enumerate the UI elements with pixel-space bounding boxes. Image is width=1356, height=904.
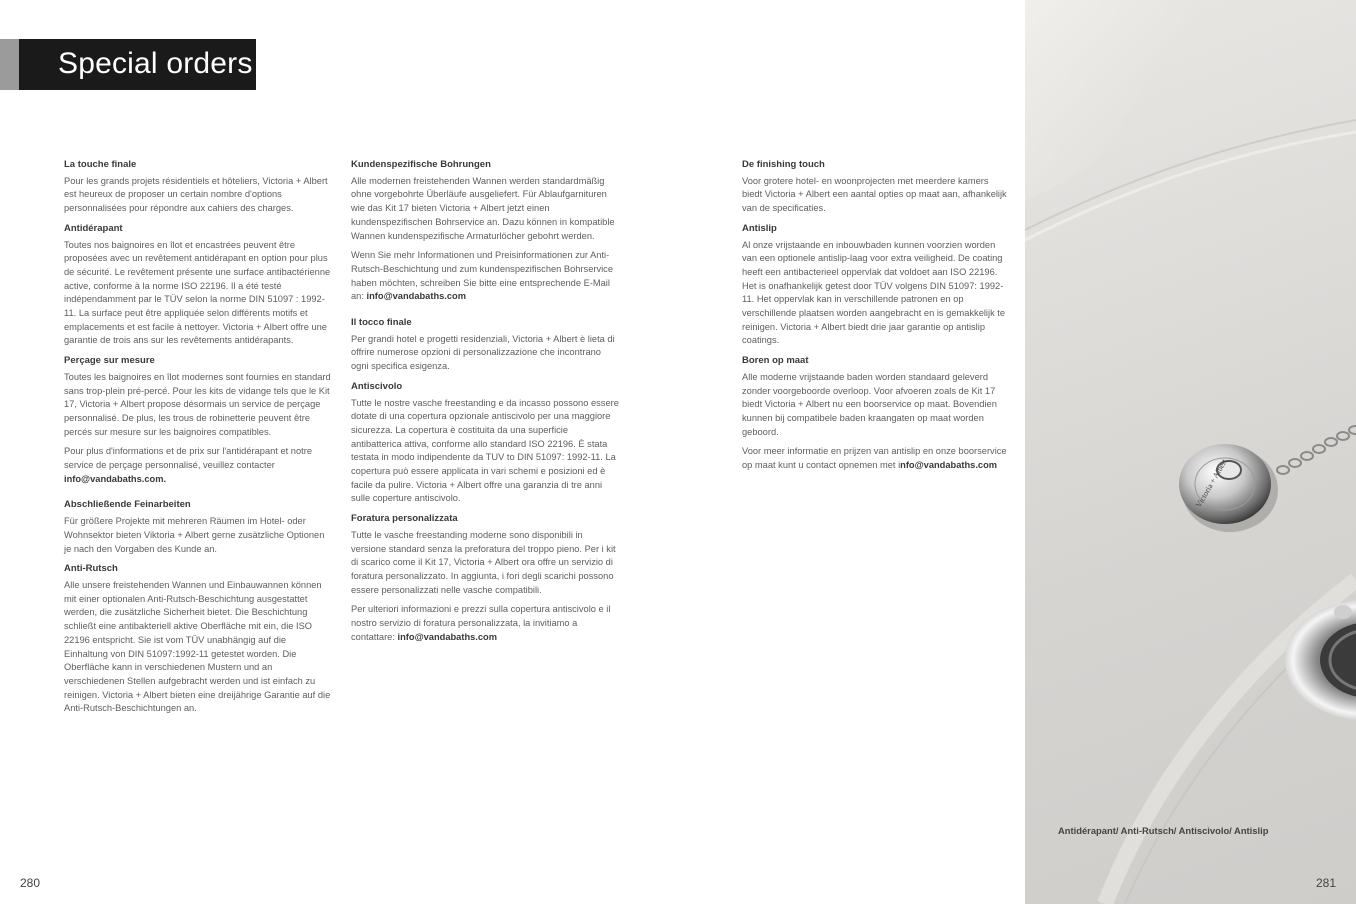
- paragraph-de-contact: [351, 249, 619, 304]
- paragraph-it-intro: Per grandi hotel e progetti residenziali, Victoria + Albert è lieta di offrire numerose opzioni di personalizzazione che incontrano ogni specifica esigenza.: [351, 333, 615, 372]
- heading-fr-antislip: Antidérapant: [64, 222, 123, 234]
- drain-icon: [1285, 600, 1356, 720]
- page-number-left: 280: [20, 876, 41, 890]
- paragraph-nl-antislip: Al onze vrijstaande en inbouwbaden kunnen voorzien worden van een optionele antislip-laag voor extra veiligheid. De coating heeft een antibacterieel oppervlak dat voldoet aan ISO 22196. Het is onafhankelijk getest door TÜV volgens DIN 51097: 1992-11. Het oppervlak kan in verschillende patronen en op verschillende plaatsen worden aangebracht en is gemakkelijk te reinigen. Victoria + Albert biedt drie jaar garantie op antislip coatings.: [742, 239, 1006, 346]
- bathtub-photo: [1025, 0, 1356, 904]
- paragraph-it-contact: [351, 603, 619, 644]
- paragraph-fr-drilling: Toutes les baignoires en îlot modernes sont fournies en standard sans trop-plein pré-percé. Pour les kits de vidange tels que le Kit 17, Victoria + Albert propose désormais un service de perçage personnalisé. De plus, les trous de robinetterie peuvent être percés sur mesure sur les baignoires compatibles.: [64, 371, 331, 437]
- column-dutch: [742, 158, 1010, 479]
- paragraph-de-intro: Für größere Projekte mit mehreren Räumen im Hotel- oder Wohnsektor bieten Viktoria + Albert gerne zusätzliche Optionen je nach den Vorgaben des Kunde an.: [64, 516, 325, 554]
- heading-it-drilling: Foratura personalizzata: [351, 513, 458, 525]
- heading-it-antislip: Antiscivolo: [351, 380, 403, 392]
- paragraph-nl-intro: Voor grotere hotel- en woonprojecten met meerdere kamers biedt Victoria + Albert een aantal opties op maat aan, afhankelijk van de specificaties.: [742, 175, 1007, 214]
- paragraph-fr-antislip: Toutes nos baignoires en îlot et encastrées peuvent être proposées avec un revêtement antidérapant en option pour plus de sécurité. Le revêtement présente une surface antibactérienne active, conforme à la norme ISO 22196. Il a été testé indépendamment par le TÜV selon la norme DIN 51097 : 1992-11. La surface peut être appliquée selon différents motifs et emplacements et est facile à nettoyer. Victoria + Albert offre une garantie de trois ans sur les revêtements antidérapants.: [64, 239, 331, 346]
- heading-de-drilling: Kundenspezifische Bohrungen: [351, 159, 491, 170]
- bathtub-illustration: [1025, 0, 1356, 904]
- paragraph-fr-intro: Pour les grands projets résidentiels et hôteliers, Victoria + Albert est heureux de proposer un certain nombre d'options personnalisées pour répondre aux cahiers des charges.: [64, 175, 328, 214]
- heading-fr-drilling: Perçage sur mesure: [64, 355, 155, 367]
- paragraph-nl-contact: [742, 445, 1010, 472]
- paragraph-fr-contact: [64, 445, 332, 486]
- email-link-de[interactable]: info@vandabaths.com: [366, 291, 466, 302]
- paragraph-it-antislip: Tutte le nostre vasche freestanding e da incasso possono essere dotate di una copertura opzionale antiscivolo per una maggiore sicurezza. La copertura è costituita da una superficie antibatterica attiva, conforme allo standard ISO 22196. È stata testata in modo indipendente da TUV to DIN 51097: 1992-11. La copertura può essere applicata in vari schemi e posizioni ed è facile da pulire. Victoria + Albert offre una garanzia di tre anni sulle coperture antiscivolo.: [351, 397, 619, 504]
- photo-caption: Antidérapant/ Anti-Rutsch/ Antiscivolo/ Antislip: [1058, 825, 1269, 836]
- heading-de-finishing: Abschließende Feinarbeiten: [64, 499, 191, 511]
- heading-it-finishing: Il tocco finale: [351, 317, 412, 329]
- contact-text-de: Wenn Sie mehr Informationen und Preisinformationen zur Anti-Rutsch-Beschichtung und zum kundenspezifischen Bohrservice haben möchten, schreiben Sie bitte eine entsprechende E-Mail an:: [351, 250, 614, 302]
- heading-fr-finishing: La touche finale: [64, 159, 137, 170]
- page-number-right: 281: [1316, 876, 1337, 890]
- heading-nl-finishing: De finishing touch: [742, 159, 825, 170]
- paragraph-it-drilling: Tutte le vasche freestanding moderne sono disponibili in versione standard senza la preforatura del troppo pieno. Per i kit di scarico come il Kit 17, Victoria + Albert ora offre un servizio di foratura personalizzato. In aggiunta, i fori degli scarichi possono essere personalizzati nelle vasche compatibili.: [351, 529, 616, 595]
- paragraph-de-antislip: Alle unsere freistehenden Wannen und Einbauwannen können mit einer optionalen Anti-Rutsch-Beschichtung ausgestattet werden, die zusätzliche Sicherheit bietet. Die Beschichtung schließt eine antibakteriell aktive Oberfläche mit ein, die ISO 22196 entspricht. Sie ist vom TÜV unabhängig auf die Einhaltung von DIN 51097:1992-11 getestet worden. Die Oberfläche kann in verschiedenen Mustern und an verschiedenen Stellen aufgebracht werden und ist einfach zu reinigen. Victoria + Albert bieten eine dreijährige Garantie auf die Anti-Rutsch-Beschichtungen an.: [64, 579, 331, 714]
- email-link-it[interactable]: info@vandabaths.com: [397, 631, 497, 642]
- section-header-accent: [0, 39, 19, 90]
- email-link-fr[interactable]: info@vandabaths.com.: [64, 473, 167, 484]
- email-link-nl[interactable]: nfo@vandabaths.com: [900, 460, 998, 471]
- heading-nl-antislip: Antislip: [742, 222, 777, 234]
- heading-de-antislip: Anti-Rutsch: [64, 563, 118, 575]
- plug-icon: [1179, 444, 1278, 532]
- contact-text-fr: Pour plus d'informations et de prix sur l'antidérapant et notre service de perçage personnalisé, veuillez contacter: [64, 446, 312, 471]
- paragraph-nl-drilling: Alle moderne vrijstaande baden worden standaard geleverd zonder voorgeboorde overloop. Voor afvoeren zoals de Kit 17 biedt Victoria + Albert nu een boorservice op maat. Bovendien kunnen bij compatibele baden kraangaten op maat worden geboord.: [742, 371, 997, 437]
- heading-nl-drilling: Boren op maat: [742, 355, 809, 367]
- contact-text-it: Per ulteriori informazioni e prezzi sulla copertura antiscivolo e il nostro servizio di foratura personalizzata, la invitiamo a contattare:: [351, 604, 611, 642]
- column-french-german: [64, 158, 332, 722]
- page-title: Special orders: [58, 47, 253, 80]
- contact-text-nl: Voor meer informatie en prijzen van antislip en onze boorservice op maat kunt u contact opnemen met i: [742, 446, 1007, 471]
- column-german-italian: [351, 158, 619, 651]
- plug-engraving: Victoria + Albert: [1193, 457, 1229, 509]
- paragraph-de-drilling: Alle modernen freistehenden Wannen werden standardmäßig ohne vorgebohrte Überläufe ausgeliefert. Für Ablaufgarnituren wie das Kit 17 bieten Victoria + Albert jetzt einen kundenspezifischen Bohrservice an. Dazu können in kompatible Wannen kundenspezifische Armaturlöcher gebohrt werden.: [351, 175, 615, 241]
